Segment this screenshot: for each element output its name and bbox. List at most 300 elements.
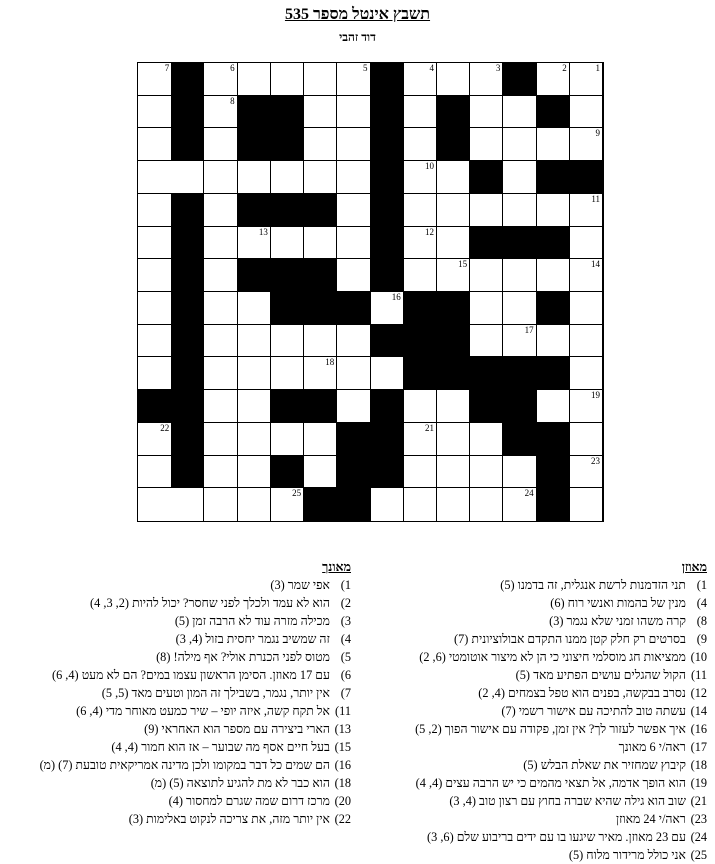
across-clue bbox=[367, 792, 707, 810]
down-clue bbox=[6, 630, 351, 648]
cell-number: 7 bbox=[164, 63, 170, 73]
across-clue bbox=[367, 828, 707, 846]
clue-number: 16) bbox=[334, 758, 351, 772]
black-cell bbox=[437, 357, 470, 390]
across-clue-list bbox=[367, 576, 707, 864]
grid-cell[interactable] bbox=[570, 390, 603, 423]
black-cell bbox=[371, 128, 404, 161]
grid-cell[interactable] bbox=[437, 488, 470, 521]
grid-cell[interactable] bbox=[503, 194, 536, 227]
grid-cell[interactable] bbox=[304, 456, 337, 489]
clue-text: עם 23 מאוזן. מאיר שיגעו בו עם ידים בריבוע שלם (6, 3) bbox=[427, 830, 689, 844]
grid-cell[interactable] bbox=[570, 357, 603, 390]
across-clue bbox=[367, 666, 707, 684]
down-clue-list bbox=[6, 576, 351, 828]
clue-text: איך אפשר לעזור לך? אין זמן, פקודה עם אישור הפוך (2, 5) bbox=[415, 722, 689, 736]
clue-text: אין יותר מזה, את צריכה לנקוט באלימות (3) bbox=[128, 812, 333, 826]
grid-cell[interactable] bbox=[337, 259, 370, 292]
grid-cell[interactable] bbox=[404, 456, 437, 489]
black-cell bbox=[337, 423, 370, 456]
puzzle-title: תשבץ אינטל מספר 535 bbox=[284, 6, 431, 23]
clue-number: 6) bbox=[340, 668, 351, 682]
across-clue bbox=[367, 594, 707, 612]
grid-cell[interactable] bbox=[138, 96, 171, 129]
grid-cell[interactable] bbox=[337, 63, 370, 96]
grid-cell[interactable] bbox=[570, 488, 603, 521]
black-cell bbox=[371, 259, 404, 292]
black-cell bbox=[470, 357, 503, 390]
grid-cell[interactable] bbox=[570, 96, 603, 129]
cell-number: 19 bbox=[591, 390, 600, 401]
clue-text: קרה משהו זמני שלא נגמר (3) bbox=[549, 614, 689, 628]
grid-cell[interactable] bbox=[337, 194, 370, 227]
black-cell bbox=[171, 456, 204, 489]
clue-text: הוא לא עמד ולכלך לפני שחסר? יכול להיות (2, 3, 4) bbox=[90, 596, 333, 610]
black-cell bbox=[404, 325, 437, 358]
black-cell bbox=[371, 194, 404, 227]
black-cell bbox=[437, 292, 470, 325]
grid-cell[interactable] bbox=[470, 488, 503, 521]
black-cell bbox=[404, 292, 437, 325]
black-cell bbox=[337, 488, 370, 521]
grid-cell[interactable] bbox=[470, 63, 503, 96]
clue-text: נסרב בבקשה, בפנים הוא טפל בצמחים (4, 2) bbox=[478, 686, 689, 700]
black-cell bbox=[304, 194, 337, 227]
clue-number: 25) bbox=[690, 848, 707, 862]
clue-number: 5) bbox=[340, 650, 351, 664]
black-cell bbox=[304, 488, 337, 521]
black-cell bbox=[371, 161, 404, 194]
black-cell bbox=[437, 325, 470, 358]
black-cell bbox=[537, 456, 570, 489]
grid-cell[interactable] bbox=[238, 63, 271, 96]
grid-cell[interactable] bbox=[437, 259, 470, 292]
across-clue bbox=[367, 720, 707, 738]
down-clues bbox=[6, 558, 351, 828]
black-cell bbox=[503, 63, 536, 96]
grid-cell[interactable] bbox=[470, 194, 503, 227]
down-heading: מאונך bbox=[322, 560, 351, 574]
grid-cell[interactable] bbox=[304, 423, 337, 456]
black-cell bbox=[271, 96, 304, 129]
clue-number: 9) bbox=[696, 632, 707, 646]
clue-number: 1) bbox=[696, 578, 707, 592]
black-cell bbox=[537, 423, 570, 456]
black-cell bbox=[537, 357, 570, 390]
black-cell bbox=[171, 292, 204, 325]
down-clue bbox=[6, 720, 351, 738]
black-cell bbox=[437, 96, 470, 129]
cell-number: 3 bbox=[495, 63, 501, 73]
grid-cell[interactable] bbox=[470, 292, 503, 325]
clue-number: 19) bbox=[690, 776, 707, 790]
down-clue bbox=[6, 702, 351, 720]
clue-text: אני כולל מרידור מלוח (5) bbox=[568, 848, 689, 862]
down-clue bbox=[6, 612, 351, 630]
clue-number: 3) bbox=[340, 614, 351, 628]
grid-cell[interactable] bbox=[204, 325, 237, 358]
grid-cell[interactable] bbox=[304, 325, 337, 358]
black-cell bbox=[371, 456, 404, 489]
clue-number: 12) bbox=[690, 686, 707, 700]
grid-cell[interactable] bbox=[404, 423, 437, 456]
crossword-grid bbox=[137, 62, 604, 522]
grid-cell[interactable] bbox=[138, 194, 171, 227]
grid-cell[interactable] bbox=[304, 227, 337, 260]
down-clue bbox=[6, 792, 351, 810]
black-cell bbox=[470, 161, 503, 194]
grid-cell[interactable] bbox=[238, 357, 271, 390]
clue-number: 11) bbox=[691, 668, 707, 682]
grid-cell[interactable] bbox=[503, 325, 536, 358]
clue-number: 16) bbox=[690, 722, 707, 736]
clue-text: ראה/י 6 מאונך bbox=[618, 740, 689, 754]
puzzle-author: דוד זהבי bbox=[339, 30, 376, 44]
clue-number: 10) bbox=[690, 650, 707, 664]
cell-number: 17 bbox=[524, 324, 534, 335]
grid-cell[interactable] bbox=[204, 259, 237, 292]
grid-cell[interactable] bbox=[337, 357, 370, 390]
grid-cell[interactable] bbox=[304, 63, 337, 96]
cell-number: 18 bbox=[325, 357, 335, 368]
black-cell bbox=[171, 357, 204, 390]
down-clue bbox=[6, 576, 351, 594]
clue-text: הוא הופך אדמה, אל תצאי מהמים כי יש הרבה עצים (4, 4) bbox=[415, 776, 689, 790]
clue-text: שוב הוא גילה שהיא שברה בחוץ עם רצון טוב (4, 3) bbox=[449, 794, 689, 808]
black-cell bbox=[371, 63, 404, 96]
grid-cell[interactable] bbox=[271, 325, 304, 358]
black-cell bbox=[537, 161, 570, 194]
grid-cell[interactable] bbox=[404, 488, 437, 521]
across-clue bbox=[367, 702, 707, 720]
grid-cell[interactable] bbox=[238, 325, 271, 358]
cell-number: 22 bbox=[160, 422, 170, 433]
clue-text: הארי ביצירה עם מספר הוא האחראי (9) bbox=[144, 722, 333, 736]
across-clue bbox=[367, 810, 707, 828]
black-cell bbox=[271, 456, 304, 489]
grid-cell[interactable] bbox=[470, 325, 503, 358]
grid-cell[interactable] bbox=[271, 423, 304, 456]
black-cell bbox=[271, 292, 304, 325]
grid-cell[interactable] bbox=[570, 292, 603, 325]
grid-cell[interactable] bbox=[337, 390, 370, 423]
clue-number: 8) bbox=[696, 614, 707, 628]
cell-number: 16 bbox=[391, 292, 401, 302]
grid-cell[interactable] bbox=[537, 390, 570, 423]
grid-cell[interactable] bbox=[171, 488, 204, 521]
black-cell bbox=[371, 390, 404, 423]
grid-cell[interactable] bbox=[371, 488, 404, 521]
grid-cell[interactable] bbox=[437, 194, 470, 227]
clue-text: הוא כבר לא מת להגיע לתוצאה (5) (מ) bbox=[150, 776, 333, 790]
grid-cell[interactable] bbox=[138, 456, 171, 489]
clue-text: ראה/י 24 מאוזן bbox=[615, 812, 689, 826]
clue-number: 22) bbox=[334, 812, 351, 826]
grid-cell[interactable] bbox=[138, 325, 171, 358]
grid-cell[interactable] bbox=[138, 227, 171, 260]
black-cell bbox=[171, 63, 204, 96]
clue-text: אין יותר, נגמר, בשבילך זה המון וטעים מאד (5, 5) bbox=[101, 686, 333, 700]
grid-cell[interactable] bbox=[404, 128, 437, 161]
down-clue bbox=[6, 738, 351, 756]
grid-cell[interactable] bbox=[470, 128, 503, 161]
black-cell bbox=[537, 488, 570, 521]
grid-cell[interactable] bbox=[204, 227, 237, 260]
black-cell bbox=[371, 423, 404, 456]
across-clue bbox=[367, 774, 707, 792]
grid-cell[interactable] bbox=[271, 227, 304, 260]
black-cell bbox=[470, 227, 503, 260]
clue-text: ממציאות חג מוסלמי חיצוני כי הן לא מיצור אוטומטי (6, 2) bbox=[419, 650, 689, 664]
grid-cell[interactable] bbox=[537, 194, 570, 227]
grid-cell[interactable] bbox=[570, 423, 603, 456]
grid-cell[interactable] bbox=[570, 456, 603, 489]
cell-number: 21 bbox=[424, 422, 434, 433]
clue-number: 4) bbox=[696, 596, 707, 610]
black-cell bbox=[238, 259, 271, 292]
clue-text: הם שמים כל דבר במקומו ולכן מדינה אמריקאית טובעת (7) (מ) bbox=[39, 758, 333, 772]
grid-cell[interactable] bbox=[204, 96, 237, 129]
clue-text: זה שמשיב נגמר יחסית בזול (4, 3) bbox=[175, 632, 333, 646]
cell-number: 2 bbox=[562, 63, 567, 73]
grid-cell[interactable] bbox=[138, 63, 171, 96]
grid-cell[interactable] bbox=[138, 357, 171, 390]
grid-cell[interactable] bbox=[304, 161, 337, 194]
grid-cell[interactable] bbox=[304, 128, 337, 161]
grid-cell[interactable] bbox=[470, 423, 503, 456]
clue-text: מטוס לפני הכנרת אולי? אף מילה! (8) bbox=[156, 650, 333, 664]
black-cell bbox=[371, 227, 404, 260]
across-clue bbox=[367, 846, 707, 864]
grid-cell[interactable] bbox=[337, 96, 370, 129]
grid-cell[interactable] bbox=[337, 325, 370, 358]
grid-cell[interactable] bbox=[404, 390, 437, 423]
grid-cell[interactable] bbox=[470, 96, 503, 129]
clue-number: 18) bbox=[690, 758, 707, 772]
grid-cell[interactable] bbox=[204, 161, 237, 194]
black-cell bbox=[503, 423, 536, 456]
grid-cell[interactable] bbox=[470, 456, 503, 489]
cell-number: 12 bbox=[424, 226, 434, 237]
clue-number: 20) bbox=[334, 794, 351, 808]
clue-number: 14) bbox=[690, 704, 707, 718]
grid-cell[interactable] bbox=[271, 161, 304, 194]
grid-cell[interactable] bbox=[304, 357, 337, 390]
cell-number: 6 bbox=[230, 63, 235, 73]
grid-cell[interactable] bbox=[570, 259, 603, 292]
black-cell bbox=[271, 259, 304, 292]
black-cell bbox=[304, 292, 337, 325]
clue-number: 23) bbox=[690, 812, 707, 826]
grid-cell[interactable] bbox=[204, 357, 237, 390]
grid-cell[interactable] bbox=[204, 292, 237, 325]
clue-text: תני הזדמנות לרשת אנגלית, זה בדמנו (5) bbox=[500, 578, 689, 592]
clue-text: מרכז דרום שמה שגרם למחסור (4) bbox=[168, 794, 333, 808]
clue-number: 24) bbox=[690, 830, 707, 844]
black-cell bbox=[171, 423, 204, 456]
grid-cell[interactable] bbox=[437, 227, 470, 260]
cell-number: 23 bbox=[591, 455, 600, 466]
black-cell bbox=[171, 128, 204, 161]
grid-cell[interactable] bbox=[238, 227, 271, 260]
grid-cell[interactable] bbox=[537, 325, 570, 358]
grid-cell[interactable] bbox=[204, 63, 237, 96]
grid-cell[interactable] bbox=[537, 128, 570, 161]
grid-cell[interactable] bbox=[138, 488, 171, 521]
clue-text: מנין של בהמות ואנשי רוח (6) bbox=[550, 596, 689, 610]
clue-text: מכילה מזרה עוד לא הרבה זמן (5) bbox=[174, 614, 333, 628]
black-cell bbox=[404, 357, 437, 390]
down-clue bbox=[6, 810, 351, 828]
grid-cell[interactable] bbox=[404, 194, 437, 227]
grid-cell[interactable] bbox=[271, 63, 304, 96]
black-cell bbox=[304, 259, 337, 292]
grid-cell[interactable] bbox=[138, 161, 171, 194]
down-clue bbox=[6, 774, 351, 792]
grid-cell[interactable] bbox=[503, 292, 536, 325]
black-cell bbox=[171, 390, 204, 423]
black-cell bbox=[271, 194, 304, 227]
clue-number: 11) bbox=[335, 704, 351, 718]
black-cell bbox=[304, 390, 337, 423]
grid-cell[interactable] bbox=[404, 96, 437, 129]
cell-number: 24 bbox=[524, 488, 534, 499]
grid-cell[interactable] bbox=[204, 194, 237, 227]
clue-number: 21) bbox=[690, 794, 707, 808]
grid-cell[interactable] bbox=[404, 227, 437, 260]
grid-cell[interactable] bbox=[138, 259, 171, 292]
grid-cell[interactable] bbox=[238, 456, 271, 489]
black-cell bbox=[537, 227, 570, 260]
black-cell bbox=[570, 161, 603, 194]
grid-cell[interactable] bbox=[138, 423, 171, 456]
clue-text: אל תקח קשה, איזה יופי – שיר כמעט מאוחר מדי (4, 6) bbox=[76, 704, 333, 718]
down-clue bbox=[6, 666, 351, 684]
grid-cell[interactable] bbox=[437, 63, 470, 96]
grid-cell[interactable] bbox=[570, 128, 603, 161]
black-cell bbox=[337, 456, 370, 489]
grid-cell[interactable] bbox=[204, 488, 237, 521]
grid-cell[interactable] bbox=[138, 292, 171, 325]
grid-cell[interactable] bbox=[437, 456, 470, 489]
grid-cell[interactable] bbox=[503, 96, 536, 129]
grid-cell[interactable] bbox=[437, 161, 470, 194]
clue-number: 15) bbox=[334, 740, 351, 754]
black-cell bbox=[371, 96, 404, 129]
grid-cell[interactable] bbox=[503, 488, 536, 521]
grid-cell[interactable] bbox=[470, 259, 503, 292]
clue-number: 4) bbox=[340, 632, 351, 646]
grid-cell[interactable] bbox=[537, 63, 570, 96]
grid-cell[interactable] bbox=[238, 423, 271, 456]
clue-number: 7) bbox=[340, 686, 351, 700]
across-clue bbox=[367, 576, 707, 594]
grid-cell[interactable] bbox=[238, 390, 271, 423]
cell-number: 13 bbox=[258, 226, 268, 237]
grid-cell[interactable] bbox=[537, 259, 570, 292]
black-cell bbox=[171, 194, 204, 227]
grid-cell[interactable] bbox=[271, 357, 304, 390]
grid-cell[interactable] bbox=[570, 325, 603, 358]
cell-number: 25 bbox=[292, 488, 302, 499]
grid-cell[interactable] bbox=[337, 227, 370, 260]
grid-cell[interactable] bbox=[271, 488, 304, 521]
down-clue bbox=[6, 684, 351, 702]
grid-cell[interactable] bbox=[503, 259, 536, 292]
grid-cell[interactable] bbox=[238, 292, 271, 325]
black-cell bbox=[437, 128, 470, 161]
across-clues bbox=[367, 558, 707, 864]
cell-number: 14 bbox=[591, 259, 600, 270]
grid-cell[interactable] bbox=[570, 194, 603, 227]
clue-number: 18) bbox=[334, 776, 351, 790]
grid-cell[interactable] bbox=[437, 423, 470, 456]
grid-cell[interactable] bbox=[304, 96, 337, 129]
black-cell bbox=[371, 325, 404, 358]
grid-cell[interactable] bbox=[404, 63, 437, 96]
grid-cell[interactable] bbox=[337, 128, 370, 161]
grid-cell[interactable] bbox=[204, 456, 237, 489]
black-cell bbox=[537, 96, 570, 129]
black-cell bbox=[171, 96, 204, 129]
grid-cell[interactable] bbox=[503, 161, 536, 194]
grid-cell[interactable] bbox=[138, 128, 171, 161]
down-clue bbox=[6, 594, 351, 612]
cell-number: 15 bbox=[458, 259, 468, 270]
across-clue bbox=[367, 648, 707, 666]
black-cell bbox=[503, 390, 536, 423]
black-cell bbox=[238, 128, 271, 161]
across-clue bbox=[367, 756, 707, 774]
grid-cell[interactable] bbox=[238, 161, 271, 194]
across-clue bbox=[367, 684, 707, 702]
clue-text: עשתה טוב להתיכה עם אישור רשמי (7) bbox=[501, 704, 689, 718]
cell-number: 4 bbox=[429, 63, 434, 73]
grid-cell[interactable] bbox=[204, 390, 237, 423]
black-cell bbox=[171, 227, 204, 260]
clue-text: בסרטים רק חלק קטן ממנו התקדם אבולוציונית (7) bbox=[454, 632, 689, 646]
grid-cell[interactable] bbox=[371, 292, 404, 325]
black-cell bbox=[503, 357, 536, 390]
grid-cell[interactable] bbox=[570, 227, 603, 260]
grid-cell[interactable] bbox=[437, 390, 470, 423]
grid-cell[interactable] bbox=[238, 488, 271, 521]
clue-text: אפי שמר (3) bbox=[270, 578, 333, 592]
black-cell bbox=[337, 292, 370, 325]
grid-cell[interactable] bbox=[503, 456, 536, 489]
grid-cell[interactable] bbox=[337, 161, 370, 194]
clue-number: 1) bbox=[340, 578, 351, 592]
black-cell bbox=[503, 227, 536, 260]
clue-text: בעל חיים אסף מה שבוער – אז הוא חמור (4, 4) bbox=[111, 740, 333, 754]
black-cell bbox=[138, 390, 171, 423]
cell-number: 11 bbox=[591, 193, 600, 204]
black-cell bbox=[238, 194, 271, 227]
grid-cell[interactable] bbox=[171, 161, 204, 194]
grid-cell[interactable] bbox=[204, 423, 237, 456]
grid-cell[interactable] bbox=[404, 161, 437, 194]
cell-number: 9 bbox=[595, 128, 600, 139]
grid-cell[interactable] bbox=[371, 357, 404, 390]
cell-number: 5 bbox=[363, 63, 368, 73]
grid-cell[interactable] bbox=[404, 259, 437, 292]
clue-text: קיבוץ שמחזיר את שאלת הבלש (5) bbox=[523, 758, 689, 772]
grid-cell[interactable] bbox=[503, 128, 536, 161]
clue-number: 13) bbox=[334, 722, 351, 736]
clue-number: 17) bbox=[690, 740, 707, 754]
grid-cell[interactable] bbox=[570, 63, 603, 96]
grid-cell[interactable] bbox=[204, 128, 237, 161]
